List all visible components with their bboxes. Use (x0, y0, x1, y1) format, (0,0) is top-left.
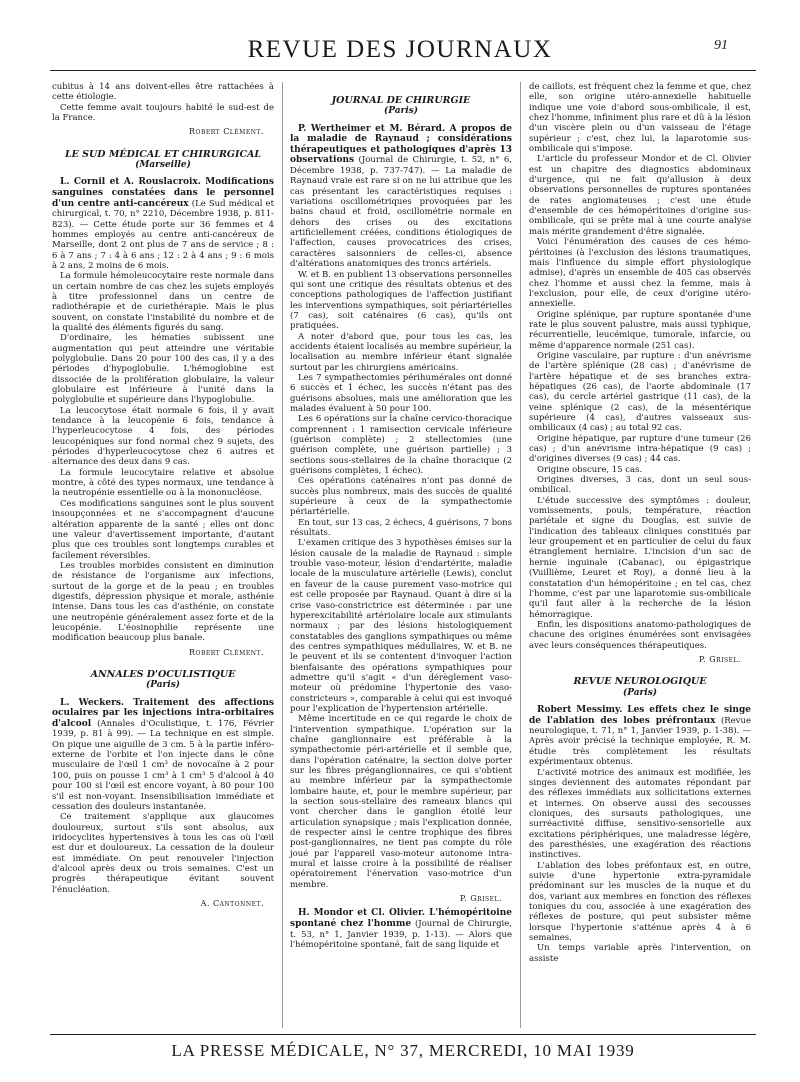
paragraph: La formule hémoleucocytaire reste normale dans un certain nombre de cas chez les sujets employés à titre professionnel dans un centre de radiothérapie et de curiethérapie. Mais le plus souvent, on constate l'instabilité du nombre et de la qualité des éléments figurés du sang. (52, 271, 274, 333)
article-heading: P. Wertheimer et M. Bérard. A propos de la maladie de Raynaud ; considérations thérapeutiques et pathologiques d'après 13 observations (290, 123, 512, 166)
paragraph: La leucocytose était normale 6 fois, il y avait tendance à la leucopénie 6 fois, tendance à l'hyperleucocytose 4 fois, des périodes leucopéniques sur fond normal chez 9 sujets, des périodes d'hyperleucocytose chez 6 autres et alternance des deux dans 9 cas. (52, 405, 274, 468)
paragraph: Ce traitement s'applique aux glaucomes douloureux, surtout s'ils sont absolus, aux iridocyclites hypertensives à tous les cas où l'œil est dur et douloureux. La cessation de la douleur est immédiate. On peut renouveler l'injection d'alcool après deux ou trois semaines. C'est un progrès thérapeutique évitant souvent l'énucléation. (52, 812, 274, 895)
article-reference: (Revue neurologique, t. 71, n° 1, Janvier 1939, p. 1-38). — Après avoir précisé la technique employée, R. M. étudie très complètement les résultats expérimentaux obtenus. (529, 715, 751, 768)
page-footer: LA PRESSE MÉDICALE, N° 37, MERCREDI, 10 MAI 1939 (171, 1041, 635, 1060)
paragraph: Les troubles morbides consistent en diminution de résistance de l'organisme aux infections, surtout de la gorge et de la peau ; en troubles digestifs, dépression physique et morale, asthénie intense. Dans tous les cas d'asthénie, on constate une neutropénie généralement assez forte et de la leucopénie. L'éosinophilie représente une modification beaucoup plus banale. (52, 560, 274, 644)
paragraph: Les 6 opérations sur la chaîne cervico-thoracique comprennent : 1 ramisection cervicale inférieure (guérison complète) ; 2 stellectomies (une guérison complète, une guérison partielle) ; 3 sections sous-stellaires de la chaîne thoracique (2 guérisons complètes, 1 échec). (290, 414, 512, 477)
paragraph: L'article du professeur Mondor et de Cl. Olivier est un chapitre des diagnostics abdominaux d'urgence, qui ne fait qu'allusion à deux observations personnelles de ruptures spontanées de rates angiomateuses ; c'est une étude d'ensemble de ces hémopéritoines d'origine sus-ombilicale, qui se prête mal à une courte analyse mais mérite grandement d'être signalée. (529, 154, 751, 237)
paragraph: Origine hépatique, par rupture d'une tumeur (26 cas) ; d'un anévrisme intra-hépatique (9 cas) ; d'origines diverses (9 cas) ; 44 cas. (529, 433, 751, 465)
journal-city: (Paris) (383, 106, 419, 117)
paragraph: A noter d'abord que, pour tous les cas, les accidents étaient localisés au membre supérieur, la localisation au membre inférieur étant signalée surtout par les chirurgiens américains. (290, 331, 512, 373)
paragraph: Ces modifications sanguines sont le plus souvent insoupçonnées et ne s'accompagnent d'aucune altération apparente de la santé ; elles ont donc une valeur d'avertissement importante, d'autant plus que ces troubles sont longtemps curables et facilement réversibles. (52, 498, 274, 561)
footer-rule (50, 1034, 756, 1035)
paragraph: L'ablation des lobes préfontaux est, en outre, suivie d'une hypertonie extra-pyramidale prédominant sur les muscles de la nuque et du dos, variant aux membres en fonction des réflexes toniques du cou, associée à une exagération des réflexes de posture, qui peut subsister même lorsque l'hypertonie s'atténue après 4 à 6 semaines. (529, 860, 751, 943)
journal-title: LE SUD MÉDICAL ET CHIRURGICAL (64, 148, 262, 160)
column-divider-1 (282, 82, 283, 1028)
author-signature: P. Grisel. (459, 894, 502, 904)
journal-title: JOURNAL DE CHIRURGIE (331, 95, 471, 106)
author-signature: Robert Clément. (189, 127, 264, 137)
paragraph: L'étude successive des symptômes : douleur, vomissements, pouls, température, réaction pariétale et signe du Douglas, est suivie de l'indication des tableaux cliniques constitués par leur groupement et en particulier de celui du faux étranglement herniaire. L'incision d'un sac de hernie inguinale (Cabanac), ou épigastrique (Vuillième, Leuret et Roy), a donné lieu à la constatation d'un hémopéritoine ; en tel cas, chez l'homme, c'est par une laparotomie sus-ombilicale qu'il faut aller à la recherche de la lésion hémorragique. (529, 495, 751, 620)
paragraph: W. et B. en publient 13 observations personnelles qui sont une critique des résultats obtenus et des conceptions pathologiques de l'affection justifiant les interventions sympathiques, soit périartérielles (7 cas), soit caténaires (6 cas), qu'ils ont pratiquées. (290, 269, 512, 332)
journal-city: (Paris) (145, 680, 181, 691)
paragraph: Enfin, les dispositions anatomo-pathologiques de chacune des origines énumérées sont envisagées avec leurs conséquences thérapeutiques. (529, 619, 751, 651)
article-heading: H. Mondor et Cl. Olivier. L'hémopéritoine spontané chez l'homme (290, 908, 512, 930)
paragraph: D'ordinaire, les hématies subissent une augmentation qui peut atteindre une véritable polyglobulie. Dans 20 pour 100 des cas, il y a des périodes d'hypoglobulie. L'hémoglobine est dissociée de la prolifération globulaire, la valeur globulaire est inférieure à l'unité dans la polyglobulie et supérieure dans l'hypoglobulie. (52, 333, 274, 406)
paragraph: de caillots, est fréquent chez la femme et que, chez elle, son origine utéro-annexielle habituelle indique une voie d'abord sous-ombilicale, il est, chez l'homme, infiniment plus rare et dû à la lésion d'un viscère plein ou d'un vaisseau de l'étage supérieur ; c'est, chez lui, la laparotomie sus-ombilicale qui s'impose. (529, 82, 751, 155)
journal-city: (Marseille) (135, 160, 191, 171)
paragraph: La formule leucocytaire relative et absolue montre, à côté des types normaux, une tendance à la neutropénie essentielle ou à la mononucléose. (52, 467, 274, 499)
paragraph: Origine obscure, 15 cas. (537, 464, 643, 475)
paragraph: Ces opérations caténaires n'ont pas donné de succès plus nombreux, mais des succès de qualité supérieure à ceux de la sympathectomie périartérielle. (290, 476, 512, 518)
paragraph: cubitus à 14 ans doivent-elles être rattachées à cette étiologie. (52, 82, 274, 103)
paragraph: Origine vasculaire, par rupture : d'un anévrisme de l'artère splénique (28 cas) ; d'anévrisme de l'artère hépatique et de ses branches extra-hépatiques (26 cas), de l'aorte abdominale (17 cas), du cercle artériel gastrique (11 cas), de la veine splénique (2 cas), de la mésentérique supérieure (4 cas), d'autres vaisseaux sus-ombilicaux (4 cas) ; au total 92 cas. (529, 350, 751, 434)
page-number: 91 (714, 38, 728, 53)
author-signature: P. Grisel. (698, 654, 741, 664)
paragraph: Voici l'énumération des causes de ces hémo-péritoines (à l'exclusion des lésions traumatiques, mais l'influence du simple effort physiologique admise), d'après un ensemble de 405 cas observés chez l'homme et aussi chez la femme, mais à l'exclusion, pour elle, de ceux d'origine utéro-annexielle. (529, 237, 751, 310)
paragraph: L'examen critique des 3 hypothèses émises sur la lésion causale de la maladie de Raynaud : simple trouble vaso-moteur, lésion d'endartérite, maladie locale de la musculature artérielle (Lewis), conclut en faveur de la cause purement vaso-motrice qui est celle proposée par Raynaud. Quant à dire si la crise vaso-constrictrice est déterminée : par une hyperexcitabilité artériolaire locale aux stimulants normaux ; par des lésions histologiquement constatables des ganglions sympathiques ou même des centres sympathiques médullaires, W. et B. ne le peuvent et ils se contentent d'invoquer l'action bienfaisante des opérations sympathiques pour admettre qu'il s'agit « d'un dérèglement vaso-moteur où prédomine l'hypertonie des vaso-constricteurs », comparable à celui qui est invoqué pour l'explication de l'hypertension artérielle. (290, 538, 512, 714)
paragraph: Les 7 sympathectomies périhumérales ont donné 6 succès et 1 échec, les succès n'étant pas des guérisons absolues, mais une amélioration que les malades évaluent à 50 pour 100. (290, 372, 512, 414)
journal-title: ANNALES D'OCULISTIQUE (90, 668, 236, 680)
article-heading: L. Weckers. Traitement des affections oculaires par les injections intra-orbitaires d'alcool (52, 697, 274, 729)
paragraph: Un temps variable après l'intervention, on assiste (529, 943, 751, 964)
article-reference: (Journal de Chirurgie, t. 53, n° 1, Janvier 1939, p. 1-13). — Alors que l'hémopéritoine spontané, fait de sang liquide et (290, 919, 512, 950)
column-1 (52, 82, 274, 911)
paragraph: Origine splénique, par rupture spontanée d'une rate le plus souvent palustre, mais aussi typhique, récurrentielle, leucémique, tumorale, infarcie, ou même d'apparence normale (251 cas). (529, 309, 751, 351)
journal-section-title: REVUE DES JOURNAUX (247, 36, 553, 63)
paragraph: En tout, sur 13 cas, 2 échecs, 4 guérisons, 7 bons résultats. (290, 517, 512, 539)
author-signature: A. Cantonnet. (200, 898, 264, 908)
paragraph: Même incertitude en ce qui regarde le choix de l'intervention sympathique. L'opération sur la chaîne ganglionnaire est préférable à la sympathectomie péri-artérielle et il semble que, dans l'opération caténaire, la section doive porter sur les fibres préganglionnaires, ce qui s'obtient au membre inférieur par la sympathectomie lombaire haute, et, pour le membre supérieur, par la section sous-stellaire des rameaux blancs qui vont chercher dans le ganglion étoilé leur articulation synapsique ; mais l'explication donnée, de respecter ainsi le centre trophique des fibres post-ganglionnaires, ne tient pas compte du rôle joué par l'appareil vaso-moteur autonome intra-mural et laisse croire à la possibilité de réaliser opératoirement l'énervation vaso-motrice d'un membre. (290, 714, 512, 890)
article-heading: Robert Messimy. Les effets chez le singe de l'ablation des lobes préfrontaux (529, 704, 751, 726)
article-reference: (Annales d'Oculistique, t. 176, Février 1939, p. 81 à 99). — La technique en est simple. On pique une aiguille de 3 cm. 5 à la partie inféro-externe de l'orbite et l'on injecte dans le cône musculaire de l'œil 1 cm³ de novocaïne à 2 pour 100, puis on pousse 1 cm³ à 1 cm³ 5 d'alcool à 40 pour 100 si l'œil est encore voyant, à 80 pour 100 s'il est non-voyant. Insensibilisation immédiate et cessation des douleurs instantanée. (52, 718, 274, 812)
author-signature: Robert Clément. (189, 647, 264, 657)
paragraph: Cette femme avait toujours habité le sud-est de la France. (52, 102, 274, 124)
article-heading: L. Cornil et A. Rouslacroix. Modifications sanguines constatées dans le personnel d'un centre anti-cancéreux (52, 177, 274, 209)
paragraph: Origines diverses, 3 cas, dont un seul sous-ombilical. (529, 475, 751, 496)
column-2 (290, 82, 512, 950)
header-rule (50, 70, 756, 71)
column-divider-2 (520, 82, 521, 1028)
journal-city: (Paris) (622, 687, 658, 698)
article-reference: (Journal de Chirurgie, t. 52, n° 6, Décembre 1938, p. 737-747). — La maladie de Raynaud vraie est rare si on ne lui attribue que les cas présentant les caractéristiques requises : variations oscillométriques provoquées par les bains chaud et froid, oscillométrie normale en dehors des crises ou des excitations artificiellement créées, conditions étiologiques de l'affection, causes provocatrices des crises, caractères saisonniers de celles-ci, absence d'altérations anatomiques des troncs artériels. (290, 155, 513, 270)
paragraph: L'activité motrice des animaux est modifiée, les singes deviennent des automates répondant par des réflexes immédiats aux sollicitations externes et internes. On observe aussi des secousses cloniques, des sursauts pathologiques, une surréactivité diffuse, sensitivo-sensorielle aux excitations périphériques, une maladresse légère, des paresthésies, une exagération des réactions instinctives. (529, 767, 751, 861)
journal-title: REVUE NEUROLOGIQUE (573, 676, 707, 688)
column-3 (529, 82, 751, 964)
article-reference: (Le Sud médical et chirurgical, t. 70, n° 2210, Décembre 1938, p. 811-823). — Cette étude porte sur 36 femmes et 4 hommes employés au centre anti-cancéreux de Marseille, dont 2 ont plus de 7 ans de service ; 8 : 6 à 7 ans ; 7 : 4 à 6 ans ; 12 : 2 à 4 ans ; 9 : 6 mois à 2 ans, 2 moins de 6 mois. (52, 198, 274, 271)
